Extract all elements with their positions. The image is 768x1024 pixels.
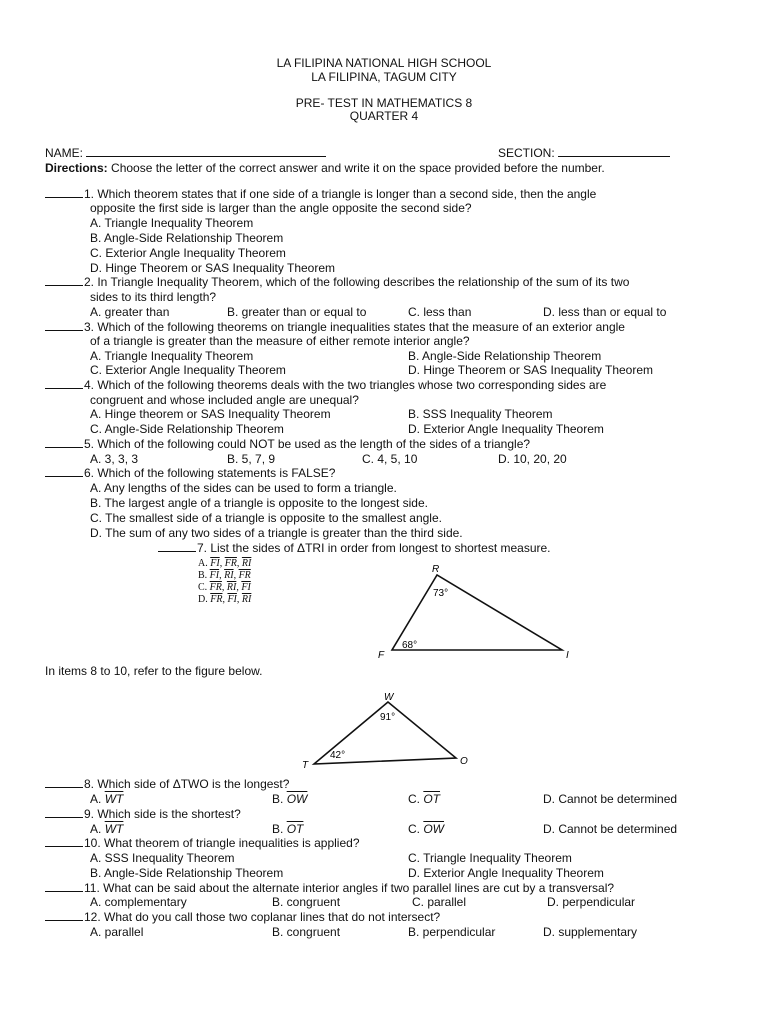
q7-option-d: D. $\overline{FR}$, $\overline{FI}$, $\overline{RI}$ bbox=[198, 594, 252, 605]
triangle-fri-shape bbox=[392, 575, 562, 650]
q8-option-a: A. $\overline{WT}$ bbox=[90, 792, 124, 806]
q7-option-c: C. $\overline{FR}$, $\overline{RI}$, $\overline{FI}$ bbox=[198, 582, 251, 593]
answer-blank-9[interactable] bbox=[45, 807, 83, 818]
answer-blank-8[interactable] bbox=[45, 777, 83, 788]
q3-text-line2: of a triangle is greater than the measure of either remote interior angle? bbox=[90, 334, 470, 348]
q3-option-c: C. Exterior Angle Inequality Theorem bbox=[90, 363, 286, 377]
angle-r-label: 73° bbox=[433, 588, 449, 599]
school-name: LA FILIPINA NATIONAL HIGH SCHOOL bbox=[276, 56, 492, 70]
vertex-f: F bbox=[378, 650, 385, 661]
q2-text-line1: 2. In Triangle Inequality Theorem, which of the following describes the relationship of the sum of its two bbox=[84, 275, 630, 289]
section-label: SECTION: bbox=[498, 146, 555, 160]
q12-option-c: B. perpendicular bbox=[408, 925, 496, 939]
q4-option-a: A. Hinge theorem or SAS Inequality Theorem bbox=[90, 407, 331, 421]
q2-option-d: D. less than or equal to bbox=[543, 305, 667, 319]
answer-blank-12[interactable] bbox=[45, 910, 83, 921]
q9-c-segment: $\overline{OW}$ bbox=[423, 822, 445, 836]
q1-text-line1: 1. Which theorem states that if one side of a triangle is longer than a second side, then the angle bbox=[84, 187, 597, 201]
q4-option-c: C. Angle-Side Relationship Theorem bbox=[90, 422, 284, 436]
exam-title: PRE- TEST IN MATHEMATICS 8 bbox=[295, 96, 473, 110]
q3-text-line1: 3. Which of the following theorems on triangle inequalities states that the measure of an exterior angle bbox=[84, 320, 625, 334]
q6-option-c: C. The smallest side of a triangle is opposite to the smallest angle. bbox=[90, 511, 442, 525]
q4-text-line2: congruent and whose included angle are unequal? bbox=[90, 393, 359, 407]
q3-option-d: D. Hinge Theorem or SAS Inequality Theorem bbox=[408, 363, 654, 377]
q10-option-b: B. Angle-Side Relationship Theorem bbox=[90, 866, 284, 880]
q5-option-b: B. 5, 7, 9 bbox=[227, 452, 276, 466]
q8-c-segment: $\overline{OT}$ bbox=[423, 792, 441, 806]
q12-option-b: B. congruent bbox=[272, 925, 341, 939]
directions-label: Directions: bbox=[45, 161, 108, 175]
q10-option-d: D. Exterior Angle Inequality Theorem bbox=[408, 866, 604, 880]
q9-option-b: B. $\overline{OT}$ bbox=[272, 822, 304, 836]
answer-blank-11[interactable] bbox=[45, 881, 83, 892]
q3-option-b: B. Angle-Side Relationship Theorem bbox=[408, 349, 602, 363]
q8-text-line1: 8. Which side of ΔTWO is the longest? bbox=[84, 777, 290, 791]
answer-blank-6[interactable] bbox=[45, 466, 83, 477]
school-address: LA FILIPINA, TAGUM CITY bbox=[311, 70, 457, 84]
q1-option-c: C. Exterior Angle Inequality Theorem bbox=[90, 246, 286, 260]
q5-text-line1: 5. Which of the following could NOT be used as the length of the sides of a triangle? bbox=[84, 437, 531, 451]
name-label: NAME: bbox=[45, 146, 84, 160]
directions bbox=[45, 161, 605, 175]
q5-option-a: A. 3, 3, 3 bbox=[90, 452, 139, 466]
name-blank[interactable] bbox=[86, 146, 326, 157]
q5-option-d: D. 10, 20, 20 bbox=[498, 452, 567, 466]
q4-option-d: D. Exterior Angle Inequality Theorem bbox=[408, 422, 604, 436]
answer-blank-7[interactable] bbox=[158, 541, 196, 552]
q9-a-segment: $\overline{WT}$ bbox=[104, 822, 124, 836]
q9-option-d: D. Cannot be determined bbox=[543, 822, 678, 836]
quarter-label: QUARTER 4 bbox=[349, 109, 419, 123]
triangle-two-figure bbox=[300, 688, 480, 772]
q7-option-b: B. $\overline{FI}$, $\overline{RI}$, $\overline{FR}$ bbox=[198, 570, 251, 581]
q2-text-line2: sides to its third length? bbox=[90, 290, 217, 304]
answer-blank-5[interactable] bbox=[45, 437, 83, 448]
name-field[interactable] bbox=[45, 146, 326, 160]
q12-option-d: D. supplementary bbox=[543, 925, 638, 939]
q2-option-c: C. less than bbox=[408, 305, 472, 319]
q6-text-line1: 6. Which of the following statements is FALSE? bbox=[84, 466, 336, 480]
answer-blank-4[interactable] bbox=[45, 378, 83, 389]
answer-blank-2[interactable] bbox=[45, 275, 83, 286]
q7-option-a: A. $\overline{FI}$, $\overline{FR}$, $\overline{RI}$ bbox=[198, 558, 252, 569]
section-field[interactable] bbox=[498, 146, 670, 160]
q8-option-c: C. $\overline{OT}$ bbox=[408, 792, 441, 806]
q8-option-d: D. Cannot be determined bbox=[543, 792, 678, 806]
q8-option-b: B. $\overline{OW}$ bbox=[272, 792, 308, 806]
q1-option-b: B. Angle-Side Relationship Theorem bbox=[90, 231, 284, 245]
q6-option-d: D. The sum of any two sides of a triangle is greater than the third side. bbox=[90, 526, 463, 540]
q10-option-c: C. Triangle Inequality Theorem bbox=[408, 851, 572, 865]
q11-option-a: A. complementary bbox=[90, 895, 187, 909]
q9-option-a: A. $\overline{WT}$ bbox=[90, 822, 124, 836]
vertex-r: R bbox=[432, 564, 440, 575]
angle-w-label: 91° bbox=[380, 712, 396, 723]
refer-text: In items 8 to 10, refer to the figure below. bbox=[45, 664, 263, 678]
directions-text: Choose the letter of the correct answer and write it on the space provided before the number. bbox=[111, 161, 605, 175]
q3-option-a: A. Triangle Inequality Theorem bbox=[90, 349, 254, 363]
answer-blank-3[interactable] bbox=[45, 320, 83, 331]
q9-b-segment: $\overline{OT}$ bbox=[286, 822, 304, 836]
answer-blank-1[interactable] bbox=[45, 187, 83, 198]
q6-option-a: A. Any lengths of the sides can be used to form a triangle. bbox=[90, 481, 397, 495]
q6-option-b: B. The largest angle of a triangle is opposite to the longest side. bbox=[90, 496, 428, 510]
vertex-t: T bbox=[302, 760, 309, 771]
q9-text-line1: 9. Which side is the shortest? bbox=[84, 807, 241, 821]
vertex-i: I bbox=[566, 650, 569, 661]
triangle-fri-figure bbox=[370, 558, 580, 664]
q7-text-line1: 7. List the sides of ΔTRI in order from longest to shortest measure. bbox=[197, 541, 551, 555]
vertex-o: O bbox=[460, 756, 468, 767]
q8-b-segment: $\overline{OW}$ bbox=[286, 792, 308, 806]
q11-option-b: B. congruent bbox=[272, 895, 341, 909]
q8-a-segment: $\overline{WT}$ bbox=[104, 792, 124, 806]
angle-f-label: 68° bbox=[402, 640, 418, 651]
q11-text-line1: 11. What can be said about the alternate interior angles if two parallel lines are cut by a transversal? bbox=[84, 881, 615, 895]
q5-option-c: C. 4, 5, 10 bbox=[362, 452, 418, 466]
q2-option-b: B. greater than or equal to bbox=[227, 305, 367, 319]
q12-option-a: A. parallel bbox=[90, 925, 144, 939]
q4-option-b: B. SSS Inequality Theorem bbox=[408, 407, 553, 421]
q1-option-d: D. Hinge Theorem or SAS Inequality Theorem bbox=[90, 261, 336, 275]
section-blank[interactable] bbox=[558, 146, 670, 157]
vertex-w: W bbox=[384, 692, 394, 703]
q1-option-a: A. Triangle Inequality Theorem bbox=[90, 216, 254, 230]
q12-text-line1: 12. What do you call those two coplanar lines that do not intersect? bbox=[84, 910, 441, 924]
q10-text-line1: 10. What theorem of triangle inequalities is applied? bbox=[84, 836, 360, 850]
q9-option-c: C. $\overline{OW}$ bbox=[408, 822, 445, 836]
q10-option-a: A. SSS Inequality Theorem bbox=[90, 851, 235, 865]
q4-text-line1: 4. Which of the following theorems deals with the two triangles whose two corresponding sides are bbox=[84, 378, 607, 392]
q11-option-c: C. parallel bbox=[412, 895, 467, 909]
q1-text-line2: opposite the first side is larger than the angle opposite the second side? bbox=[90, 201, 472, 215]
q2-option-a: A. greater than bbox=[90, 305, 170, 319]
answer-blank-10[interactable] bbox=[45, 836, 83, 847]
q11-option-d: D. perpendicular bbox=[547, 895, 636, 909]
angle-t-label: 42° bbox=[330, 750, 346, 761]
